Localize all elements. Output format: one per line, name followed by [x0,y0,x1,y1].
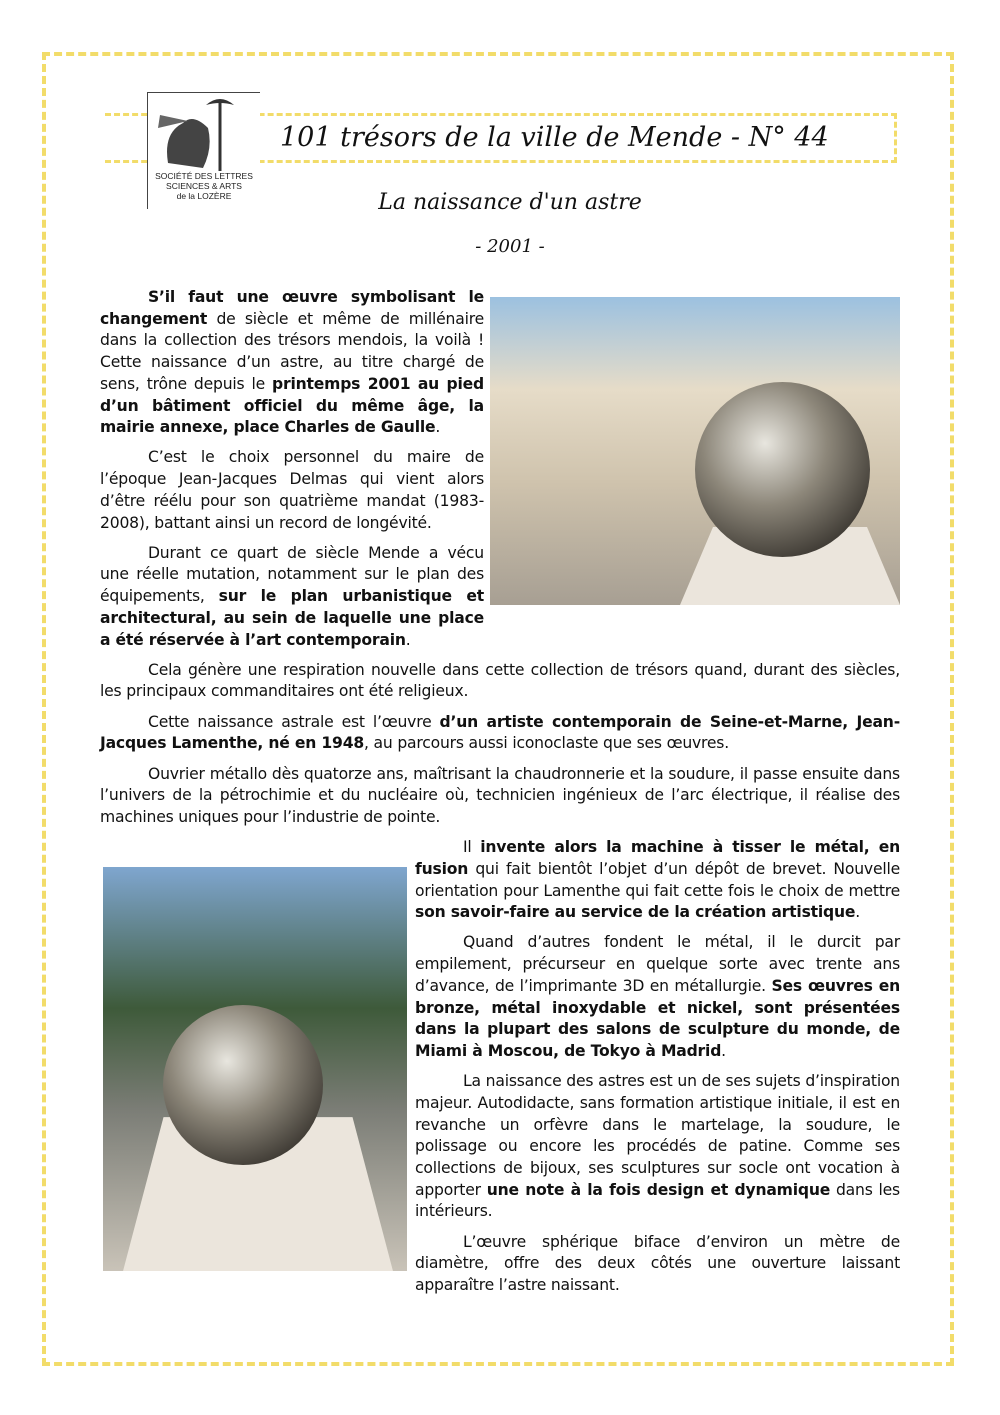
paragraph [100,764,900,829]
text: Cela génère une respiration nouvelle dans cette collection de trésors quand, durant des siècles, les principaux commanditaires ont été religieux. [100,660,900,701]
text: Il [463,838,481,857]
bold-text: sur le plan urbanistique et architectural, au sein de laquelle une place a été réservée à l’art contemporain [100,587,484,649]
photo-sphere-mairie [490,297,900,605]
bold-text: une note à la fois design et dynamique [486,1180,831,1199]
text: Cette naissance astrale est l’œuvre [148,712,440,731]
paragraph [100,712,900,755]
hermes-icon [148,93,258,171]
text: de siècle et même de millénaire dans la collection des trésors mendois, la voilà ! Cette naissance d’un astre, au titre chargé de sens, trône depuis le [100,309,484,393]
text: . [721,1042,726,1060]
text: Durant ce quart de siècle Mende a vécu une réelle mutation, notamment sur le plan des équipements, [100,543,484,606]
paragraph [100,660,900,703]
text: . [405,630,411,649]
text: Ouvrier métallo dès quatorze ans, maîtrisant la chaudronnerie et la soudure, il passe ensuite dans l’univers de la pétrochimie et du nucléaire où, technicien ingénieux de l’arc électrique, il réalise des machines uniques pour l’industrie de pointe. [100,764,900,826]
bold-text: son savoir-faire au service de la création artistique [415,903,856,922]
logo-line: SOCIÉTÉ DES LETTRES [155,171,253,181]
text: qui fait bientôt l’objet d’un dépôt de brevet. Nouvelle orientation pour Lamenthe qui fait cette fois le choix de mettre [415,859,900,900]
article-body [100,287,900,1305]
text: C’est le choix personnel du maire de l’époque Jean-Jacques Delmas qui vient alors d’être réélu pour son quatrième mandat (1983-2008), battant ainsi un record de longévité. [100,448,484,532]
photo-sphere-place [103,867,407,1271]
bold-text: printemps 2001 au pied d’un bâtiment officiel du même âge, la mairie annexe, place Charles de Gaulle [100,374,485,437]
text: Quand d’autres fondent le métal, il le durcit par empilement, précurseur en quelque sorte avec trente ans d’avance, de l’imprimante 3D en métallurgie. [415,933,900,995]
bold-text: invente alors la machine à tisser le métal, en fusion [415,838,900,878]
logo-line: de la LOZÈRE [176,191,232,201]
text: . [855,903,861,922]
article-subtitle: La naissance d'un astre [378,190,642,215]
article-year: - 2001 - [475,236,545,257]
logo-line: SCIENCES & ARTS [166,181,242,191]
bold-text: S’il faut une œuvre symbolisant le changement [100,288,484,328]
bold-text: Ses œuvres en bronze, métal inoxydable et nickel, sont présentées dans la plupart des salons de sculpture du monde, de Miami à Moscou, de Tokyo à Madrid [415,976,900,1060]
text: , au parcours aussi iconoclaste que ses œuvres. [364,734,729,753]
page-title: 101 trésors de la ville de Mende - N° 44 [280,122,829,153]
text: L’œuvre sphérique biface d’environ un mètre de diamètre, offre des deux côtés une ouverture laissant apparaître l’astre naissant. [415,1232,900,1295]
bold-text: d’un artiste contemporain de Seine-et-Marne, Jean-Jacques Lamenthe, né en 1948 [100,712,900,753]
text: . [435,418,441,437]
text: dans les intérieurs. [415,1180,900,1221]
text: La naissance des astres est un de ses sujets d’inspiration majeur. Autodidacte, sans formation artistique initiale, il est en revanche un orfèvre dans le martelage, la soudure, le polissage ou encore les procédés de patine. Comme ses collections de bijoux, ses sculptures sur socle ont vocation à apporter [415,1072,900,1199]
